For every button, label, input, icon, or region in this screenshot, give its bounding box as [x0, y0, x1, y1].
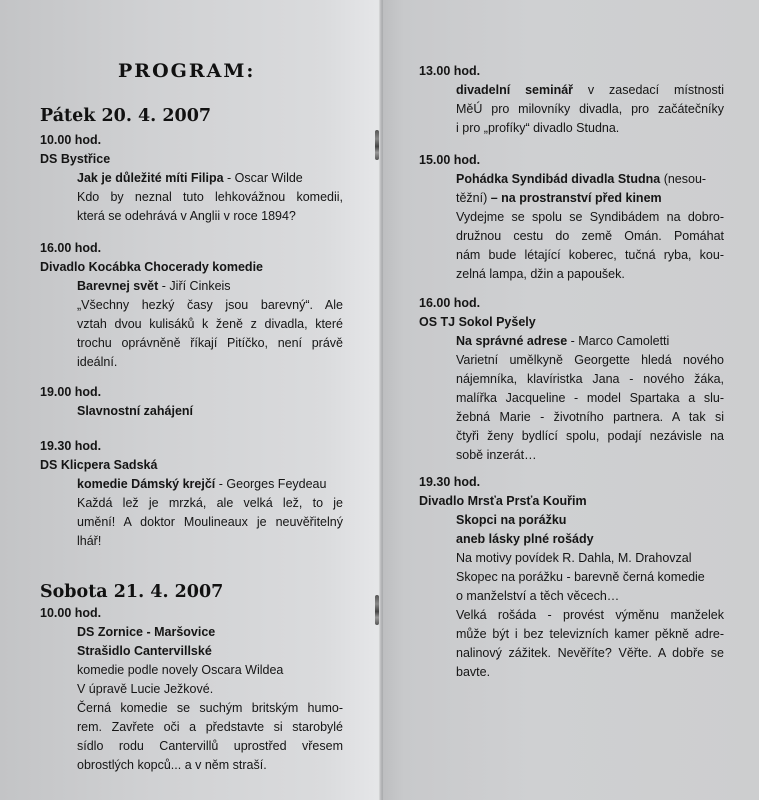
- event-title-line: [456, 170, 724, 189]
- event-description-line: Varietní umělkyně Georgette hledá nového: [456, 353, 724, 367]
- event-title: Strašidlo Cantervillské: [77, 644, 212, 658]
- event-description-line: Velká rošáda - provést výměnu manželek: [456, 608, 724, 622]
- event-time: 16.00 hod.: [419, 296, 481, 310]
- event-description-line: Vydejme se spolu se Syndibádem na dobro-: [456, 210, 724, 224]
- event-title-suffix: (nesou-: [660, 172, 707, 186]
- event-description-line: vztah dvou kulisáků k ženě z divadla, které: [77, 317, 343, 331]
- staple-bottom: [375, 595, 379, 625]
- event-1600: [419, 294, 724, 465]
- event-description-line: rem. Zavřete oči a představte si starobylé: [77, 720, 343, 734]
- event-title-line: [77, 169, 343, 188]
- event-title: Skopci na porážku: [456, 513, 567, 527]
- event-friday-1000: [40, 131, 343, 226]
- event-title: Slavnostní zahájení: [77, 404, 194, 418]
- event-description-line: lhář!: [77, 534, 102, 548]
- event-description-line: nám bude létající koberec, tučná ryba, kou-: [456, 248, 724, 262]
- event-description-line: zelná lampa, džin a papoušek.: [456, 267, 625, 281]
- event-venue-line: [456, 189, 724, 208]
- event-info-line: V úpravě Lucie Ježkové.: [77, 682, 214, 696]
- event-description-line: sídlo rodu Cantervillů uprostřed vřesem: [77, 739, 343, 753]
- event-title-line: [456, 81, 724, 100]
- event-title: komedie Dámský krejčí: [77, 477, 216, 491]
- event-description-line: trochu oprávněně říkají Pitíčko, není právě: [77, 336, 343, 350]
- event-time: 13.00 hod.: [419, 64, 481, 78]
- event-description-line: Kdo by neznal tuto lehkovážnou komedii,: [77, 190, 343, 204]
- event-description-line: nájemníka, klavíristka Jana - nového žáka,: [456, 372, 724, 386]
- event-description-line: může být i bez televizních kamer pěkně adre-: [456, 627, 724, 641]
- event-description-line: ideální.: [77, 355, 118, 369]
- program-title: PROGRAM:: [118, 60, 256, 82]
- event-group: DS Bystřice: [40, 152, 111, 166]
- event-description-line: o manželství a těch věcech…: [456, 589, 620, 603]
- event-time: 19.30 hod.: [419, 475, 481, 489]
- event-description-line: sobě inzerát…: [456, 448, 537, 462]
- event-1930: [419, 473, 724, 682]
- event-author: - Oscar Wilde: [223, 171, 303, 185]
- staple-top: [375, 130, 379, 160]
- event-friday-1930: [40, 437, 343, 551]
- event-time: 19.30 hod.: [40, 439, 102, 453]
- booklet-fold: [378, 0, 383, 800]
- event-title-line: [77, 475, 343, 494]
- event-description-line: MěÚ pro milovníky divadla, pro začátečníky: [456, 102, 724, 116]
- event-1300: [419, 62, 724, 138]
- event-title: Jak je důležité míti Filipa: [77, 171, 224, 185]
- event-time: 16.00 hod.: [40, 241, 102, 255]
- event-description-line: „Všechny hezký časy jsou barevný“. Ale: [77, 298, 343, 312]
- event-description-line: bavte.: [456, 665, 491, 679]
- event-title: Na správné adrese: [456, 334, 568, 348]
- day-heading-friday: Pátek 20. 4. 2007: [40, 106, 212, 126]
- event-description-line: v zasedací místnosti: [573, 83, 724, 97]
- event-description-line: i pro „profíky“ divadlo Studna.: [456, 121, 620, 135]
- event-group: DS Zornice - Maršovice: [77, 625, 216, 639]
- event-title: divadelní seminář: [456, 83, 574, 97]
- event-title-line: [456, 332, 724, 351]
- event-description-line: která se odehrává v Anglii v roce 1894?: [77, 209, 296, 223]
- event-description-line: Každá lež je mrzká, ale velká lež, to je: [77, 496, 343, 510]
- event-description-line: Černá komedie se suchým britským humo-: [77, 701, 343, 715]
- event-description-line: čtyři ženy bydlící spolu, podají nezávisle na: [456, 429, 724, 443]
- event-time: 15.00 hod.: [419, 153, 481, 167]
- event-venue-prefix: těžní): [456, 191, 491, 205]
- event-time: 10.00 hod.: [40, 133, 102, 147]
- event-time: 19.00 hod.: [40, 385, 102, 399]
- event-author: - Marco Camoletti: [567, 334, 670, 348]
- event-author: - Jiří Cinkeis: [158, 279, 231, 293]
- event-group: DS Klicpera Sadská: [40, 458, 158, 472]
- event-group: Divadlo Kocábka Chocerady komedie: [40, 260, 263, 274]
- day-heading-saturday: Sobota 21. 4. 2007: [40, 582, 224, 602]
- event-friday-1900: [40, 383, 343, 421]
- event-description-line: umění! A doktor Moulineaux je neuvěřitelný: [77, 515, 343, 529]
- event-group: Divadlo Mrsťa Prsťa Kouřim: [419, 494, 587, 508]
- event-venue: – na prostranství před kinem: [490, 191, 662, 205]
- event-description-line: malířka Jacqueline - model Spartaka a slu-: [456, 391, 724, 405]
- event-saturday-1000: [40, 604, 343, 775]
- event-1500: [419, 151, 724, 284]
- event-description-line: nalinový zážitek. Nevěříte? Věřte. A dobře se: [456, 646, 724, 660]
- event-subtitle: aneb lásky plné rošády: [456, 532, 594, 546]
- event-title: Pohádka Syndibád divadla Studna: [456, 172, 661, 186]
- event-description-line: Skopec na porážku - barevně černá komedie: [456, 570, 705, 584]
- event-description-line: obrostlých kopců... a v něm straší.: [77, 758, 267, 772]
- event-title: Barevnej svět: [77, 279, 159, 293]
- event-description-line: družnou cestu do země Omán. Pomáhat: [456, 229, 724, 243]
- event-group: OS TJ Sokol Pyšely: [419, 315, 536, 329]
- event-title-line: [77, 277, 343, 296]
- event-friday-1600: [40, 239, 343, 372]
- event-description-line: žebná Marie - životního partnera. A tak si: [456, 410, 724, 424]
- event-time: 10.00 hod.: [40, 606, 102, 620]
- event-info-line: Na motivy povídek R. Dahla, M. Drahovzal: [456, 551, 692, 565]
- event-author: - Georges Feydeau: [215, 477, 327, 491]
- event-info-line: komedie podle novely Oscara Wildea: [77, 663, 284, 677]
